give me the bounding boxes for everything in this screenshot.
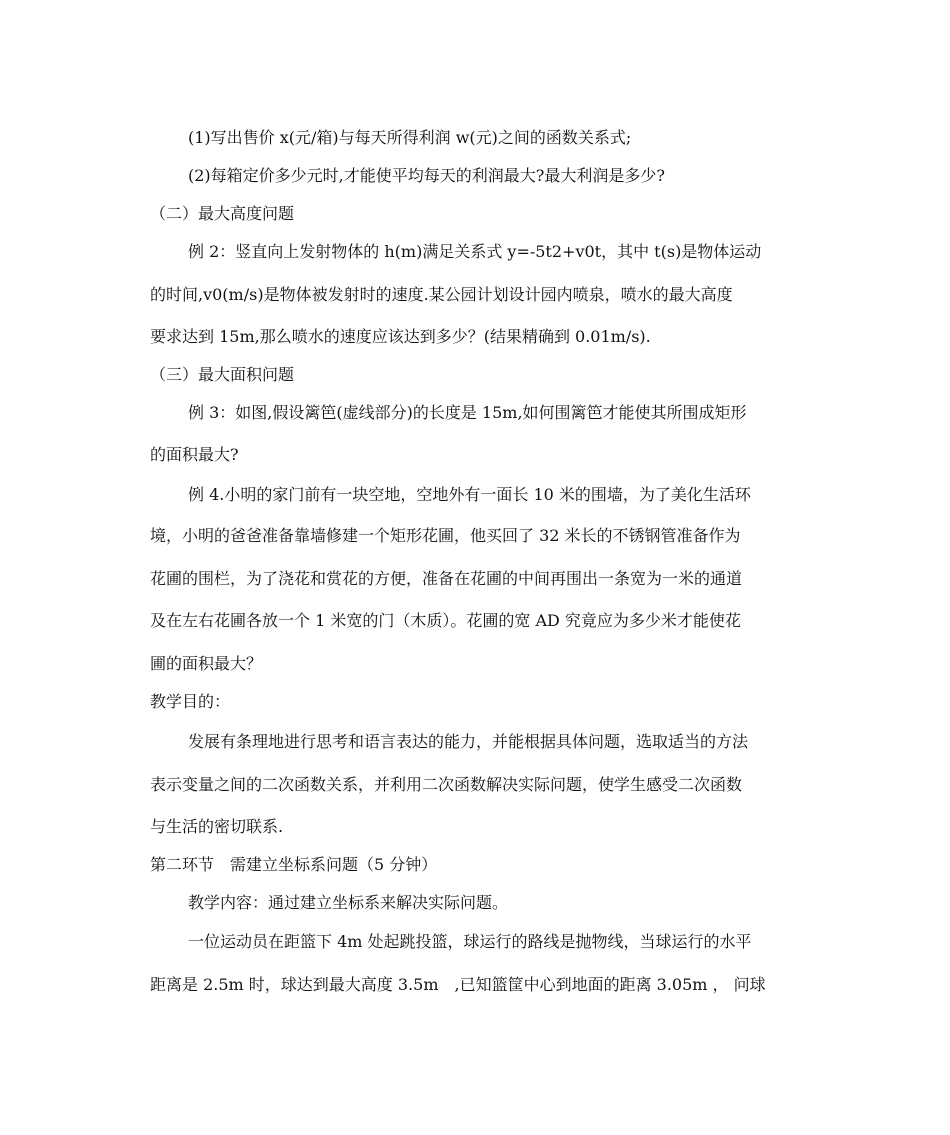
section-heading: 第二环节 需建立坐标系问题（5 分钟） — [150, 855, 438, 874]
text-line: 例 2：竖直向上发射物体的 h(m)满足关系式 y=-5t2+v0t，其中 t(s)是物体运动 — [188, 242, 762, 261]
text-line: 距离是 2.5m 时，球达到最大高度 3.5m ,已知篮筐中心到地面的距离 3.05m ， 问球 — [150, 975, 766, 994]
text-line: 圃的面积最大？ — [150, 654, 263, 673]
text-line: 例 4.小明的家门前有一块空地，空地外有一面长 10 米的围墙，为了美化生活环 — [188, 485, 751, 504]
text-line: (2)每箱定价多少元时,才能使平均每天的利润最大?最大利润是多少? — [188, 166, 665, 185]
text-line: 表示变量之间的二次函数关系，并利用二次函数解决实际问题，使学生感受二次函数 — [150, 775, 743, 794]
section-heading: 教学目的： — [150, 692, 231, 711]
section-heading: （二）最大高度问题 — [150, 204, 295, 223]
text-line: 例 3：如图,假设篱笆(虚线部分)的长度是 15m,如何围篱笆才能使其所围成矩形 — [188, 403, 747, 422]
section-heading: （三）最大面积问题 — [150, 365, 295, 384]
text-line: 一位运动员在距篮下 4m 处起跳投篮，球运行的路线是抛物线，当球运行的水平 — [188, 932, 752, 951]
text-line: 的时间,v0(m/s)是物体被发射时的速度.某公园计划设计园内喷泉，喷水的最大高度 — [150, 285, 733, 304]
text-line: 及在左右花圃各放一个 1 米宽的门（木质）。花圃的宽 AD 究竟应为多少米才能使花 — [150, 611, 741, 630]
text-line: 的面积最大? — [150, 445, 239, 464]
text-line: 花圃的围栏，为了浇花和赏花的方便，准备在花圃的中间再围出一条宽为一米的通道 — [150, 569, 743, 588]
text-line: 要求达到 15m,那么喷水的速度应该达到多少？(结果精确到 0.01m/s). — [150, 327, 651, 346]
text-line: 境，小明的爸爸准备靠墙修建一个矩形花圃，他买回了 32 米长的不锈钢管准备作为 — [150, 526, 741, 545]
text-line: 教学内容：通过建立坐标系来解决实际问题。 — [188, 893, 509, 912]
text-line: 与生活的密切联系. — [150, 817, 284, 836]
text-line: 发展有条理地进行思考和语言表达的能力，并能根据具体问题，选取适当的方法 — [188, 732, 749, 751]
text-line: (1)写出售价 x(元/箱)与每天所得利润 w(元)之间的函数关系式; — [188, 128, 632, 147]
